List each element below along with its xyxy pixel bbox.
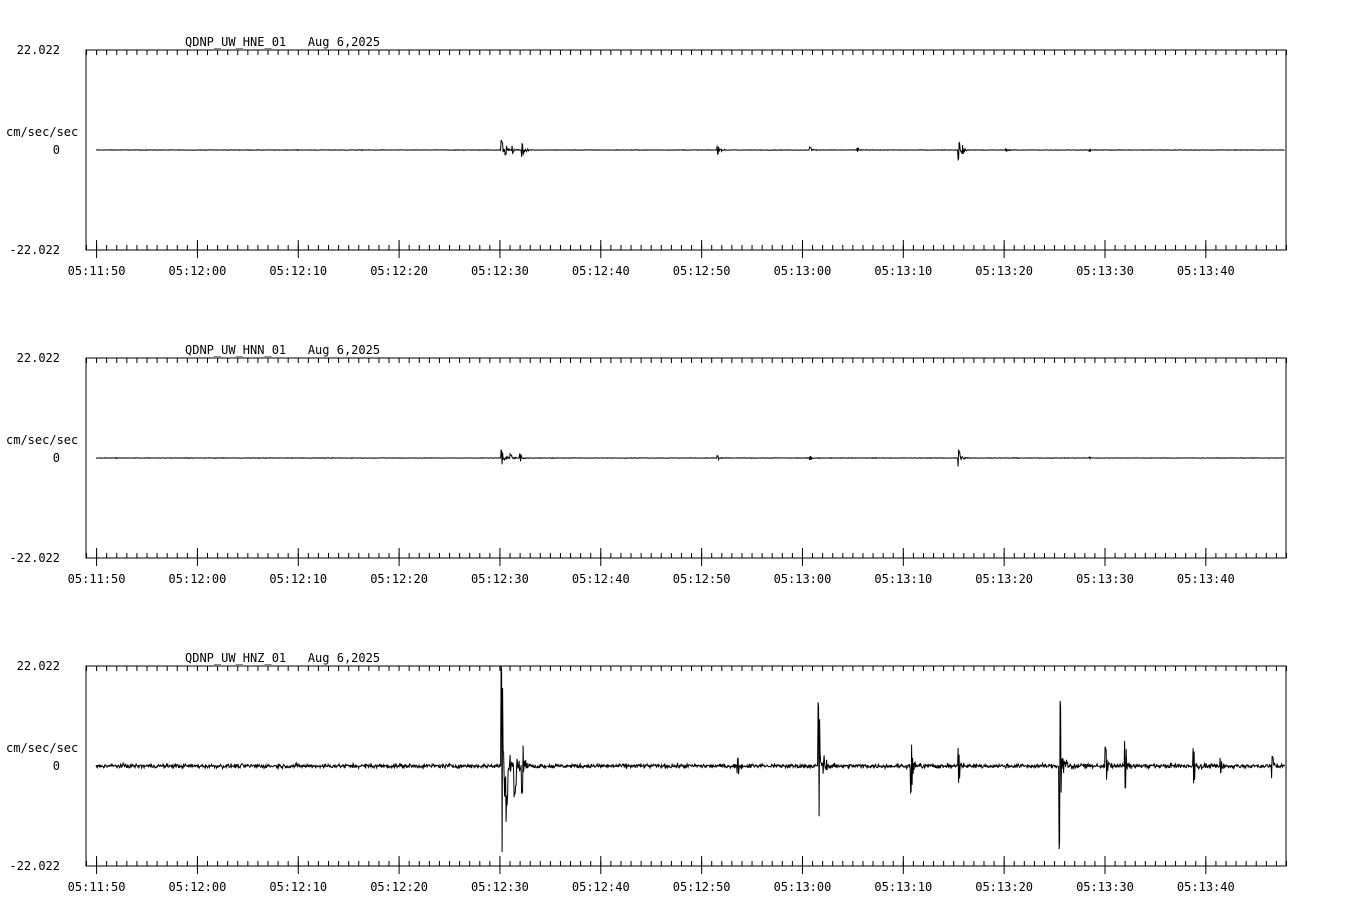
x-tick-label: 05:12:50 — [672, 572, 731, 586]
x-tick-label: 05:11:50 — [67, 264, 126, 278]
x-tick-label: 05:13:00 — [773, 264, 832, 278]
x-tick-label: 05:13:40 — [1176, 572, 1235, 586]
x-tick-label: 05:13:20 — [975, 264, 1034, 278]
x-tick-label: 05:12:40 — [571, 572, 630, 586]
x-tick-label: 05:12:30 — [471, 572, 529, 586]
x-tick-label: 05:12:20 — [370, 880, 429, 894]
y-tick-label: -22.022 — [9, 551, 60, 565]
y-tick-label: 22.022 — [16, 43, 60, 57]
x-tick-label: 05:11:50 — [67, 572, 126, 586]
x-tick-label: 05:13:20 — [975, 572, 1034, 586]
waveform-series — [96, 666, 1285, 852]
x-tick-label: 05:12:30 — [471, 264, 529, 278]
y-tick-label: 22.022 — [16, 351, 60, 365]
chart-title: QDNP_UW_HNE_01 Aug 6,2025 — [185, 35, 381, 49]
x-tick-label: 05:13:00 — [773, 572, 832, 586]
chart-title: QDNP_UW_HNN_01 Aug 6,2025 — [185, 343, 381, 357]
y-tick-label: -22.022 — [9, 859, 60, 873]
x-tick-label: 05:12:00 — [168, 572, 227, 586]
panel-3 — [6, 651, 1287, 894]
waveform-series — [96, 450, 1285, 466]
x-tick-label: 05:13:30 — [1076, 880, 1134, 894]
x-tick-label: 05:13:20 — [975, 880, 1034, 894]
y-tick-label: 0 — [52, 759, 60, 773]
x-tick-label: 05:12:40 — [571, 264, 630, 278]
x-tick-label: 05:12:10 — [269, 264, 328, 278]
x-tick-label: 05:13:10 — [874, 572, 933, 586]
y-axis-label: cm/sec/sec — [6, 125, 79, 139]
x-tick-label: 05:12:00 — [168, 264, 227, 278]
x-tick-label: 05:13:40 — [1176, 880, 1235, 894]
x-tick-label: 05:12:50 — [672, 264, 731, 278]
y-axis-label: cm/sec/sec — [6, 741, 79, 755]
y-axis-label: cm/sec/sec — [6, 433, 79, 447]
x-tick-label: 05:12:50 — [672, 880, 731, 894]
chart-title: QDNP_UW_HNZ_01 Aug 6,2025 — [185, 651, 381, 665]
x-tick-label: 05:13:00 — [773, 880, 832, 894]
x-tick-label: 05:12:00 — [168, 880, 227, 894]
x-tick-label: 05:13:30 — [1076, 572, 1134, 586]
x-tick-label: 05:12:40 — [571, 880, 630, 894]
x-tick-label: 05:11:50 — [67, 880, 126, 894]
waveform-series — [96, 140, 1285, 159]
x-tick-label: 05:13:10 — [874, 264, 933, 278]
x-tick-label: 05:13:10 — [874, 880, 933, 894]
x-tick-label: 05:13:40 — [1176, 264, 1235, 278]
x-tick-label: 05:13:30 — [1076, 264, 1134, 278]
y-tick-label: 0 — [52, 143, 60, 157]
panel-1 — [6, 35, 1287, 278]
x-tick-label: 05:12:10 — [269, 880, 328, 894]
x-tick-label: 05:12:10 — [269, 572, 328, 586]
y-tick-label: 0 — [52, 451, 60, 465]
y-tick-label: -22.022 — [9, 243, 60, 257]
x-tick-label: 05:12:20 — [370, 572, 429, 586]
y-tick-label: 22.022 — [16, 659, 60, 673]
x-tick-label: 05:12:20 — [370, 264, 429, 278]
x-tick-label: 05:12:30 — [471, 880, 529, 894]
panel-2 — [6, 343, 1287, 586]
